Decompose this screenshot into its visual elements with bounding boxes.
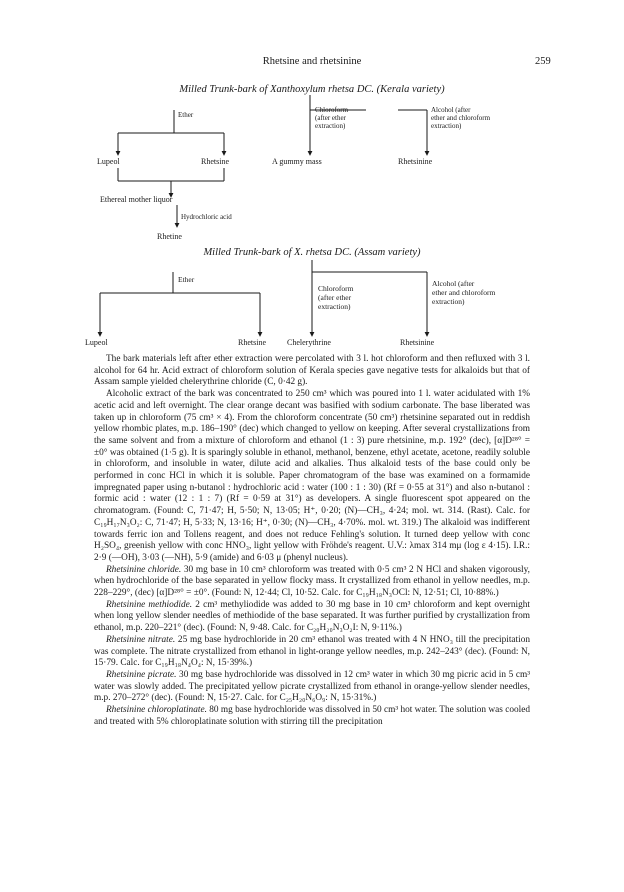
- scheme1-ethereal-liquor: Ethereal mother liquor: [100, 195, 173, 204]
- body-text: [94, 354, 530, 729]
- paragraph: Rhetsinine nitrate. 25 mg base hydrochloride in 20 cm³ ethanol was treated with 4 N HNO₃ till the precipitation was complete. The nitrate crystallized from ethanol in light-orange yellow needles, m.p. 242–243° (dec). (Found: N, 15·79. Calc. for C₁₉H₁₈N₄O₄: N, 15·39%.): [94, 634, 530, 669]
- scheme2-chloroform-label: Chloroform (after ether extraction): [318, 284, 354, 311]
- scheme2-ether-label: Ether: [178, 275, 195, 284]
- paragraph: Rhetsinine picrate. 30 mg base hydrochloride was dissolved in 12 cm³ water in which 30 mg picric acid in 5 cm³ water was slowly added. The precipitated yellow picrate crystallized from ethanol in orange-yellow slender needles, m.p. 270–272° (dec). (Found: N, 15·27. Calc. for C₂₅H₂₀N₆O₉: N, 15·31%.): [94, 669, 530, 704]
- running-title: Rhetsine and rhetsinine: [262, 56, 362, 67]
- scheme2-rhetsine: Rhetsine: [238, 338, 266, 347]
- scheme1-hcl-label: Hydrochloric acid: [181, 213, 232, 221]
- scheme1-lupeol: Lupeol: [97, 157, 120, 166]
- scheme2-alcohol-label: Alcohol (after ether and chloroform extraction): [432, 279, 496, 306]
- scheme1-alcohol-label: Alcohol (after ether and chloroform extraction): [431, 106, 491, 130]
- scheme1-ether-label: Ether: [178, 111, 194, 119]
- paragraph: Rhetsinine methiodide. 2 cm³ methyliodide was added to 30 mg base in 10 cm³ chloroform and kept overnight when long yellow slender needles of methiodide of the base separated. It was further purified by crystallization from ethanol, m.p. 220–221° (dec). (Found: N, 9·48. Calc. for C₂₀H₂₀N₃O₂I: N, 9·11%.): [94, 599, 530, 634]
- scheme1-title: Milled Trunk-bark of Xanthoxylum rhetsa DC. (Kerala variety): [179, 84, 445, 95]
- scheme2-title: Milled Trunk-bark of X. rhetsa DC. (Assam variety): [203, 247, 421, 258]
- paragraph: The bark materials left after ether extraction were percolated with 3 l. hot chloroform and then refluxed with 3 l. alcohol for 64 hr. Acid extract of chloroform solution of Kerala species gave negative tests for alkaloids but that of Assam sample yielded chelerythrine chloride (C, 0·42 g).: [94, 354, 530, 388]
- scheme1-rhetine: Rhetine: [157, 232, 182, 241]
- scheme2-lupeol: Lupeol: [85, 338, 108, 347]
- scheme1-gummy-mass: A gummy mass: [272, 157, 322, 166]
- page-number: 259: [535, 56, 551, 67]
- scheme1-rhetsine: Rhetsine: [201, 157, 229, 166]
- scheme1-rhetsinine: Rhetsinine: [398, 157, 433, 166]
- paragraph: Alcoholic extract of the bark was concentrated to 250 cm³ which was poured into 1 l. water acidulated with 1% acetic acid and left overnight. The clear orange decant was basified with sodium carbonate. The base liberated was taken up in chloroform (75 cm³ × 4). From the chloroform concentrate (50 cm³) rhetsinine separated out in reddish yellow rhombic plates, m.p. 186–190° (dec) which changed to yellow on keeping. After several crystallizations from the same solvent and from a mixture of chloroform and ethanol (1 : 3) pure rhetsinine, m.p. 192° (dec), [α]D²⁸° = ±0° was obtained (1·5 g). It is sparingly soluble in ethanol, methanol, benzene, ethyl acetate, acetone, readily soluble in chloroform, and insoluble in water, dilute acid and alkalies. Thus alkaloid tests of the base could only be performed in conc HCl in which it is soluble. Paper chromatogram of the base was examined on a formamide impregnated paper using n-butanol : hydrochloric acid : water (100 : 1 : 30) (Rf = 0·55 at 31°) and also n-butanol : formic acid : water (12 : 1 : 7) (Rf = 0·59 at 31°) as developers. A single fluorescent spot appeared on the chromatogram. (Found: C, 71·47; H, 5·50; N, 13·05; H⁺, 0·20; (N)—CH₃, 4·24; mol. wt. 314. (Rast). Calc. for C₁₉H₁₇N₃O₂: C, 71·47; H, 5·33; N, 13·16; H⁺, 0·30; (N)—CH₃, 4·70%. mol. wt. 319.) The alkaloid was indifferent towards ferric ion and Tollens reagent, and does not reduce Fehling's solution. It turned deep yellow with conc H₂SO₄, greenish yellow with conc HNO₃, light yellow with Fröhde's reagent. U.V.: λmax 314 mμ (log ε 4·15). I.R.: 2·9 (—OH), 3·03 (—NH), 5·9 (amide) and 6·03 μ (phenyl nucleus).: [94, 389, 530, 563]
- scheme1-chloroform-label: Chloroform (after ether extraction): [315, 106, 349, 130]
- paragraph: Rhetsinine chloroplatinate. 80 mg base hydrochloride was dissolved in 50 cm³ hot water. The solution was cooled and treated with 5% chloroplatinate solution with stirring till the precipitation: [94, 705, 530, 727]
- paragraph: Rhetsinine chloride. 30 mg base in 10 cm³ chloroform was treated with 0·5 cm³ 2 N HCl and shaken vigorously, when hydrochloride of the base separated in yellow flocky mass. It crystallized from ethanol in yellow needles, m.p. 228–229°, (dec) [α]D²⁸° = ±0°. (Found: N, 12·44; Cl, 10·52. Calc. for C₁₉H₁₈N₃OCl: N, 12·51; Cl, 10·88%.): [94, 564, 531, 599]
- scheme2-chelerythrine: Chelerythrine: [287, 338, 331, 347]
- scheme2-rhetsinine: Rhetsinine: [400, 338, 435, 347]
